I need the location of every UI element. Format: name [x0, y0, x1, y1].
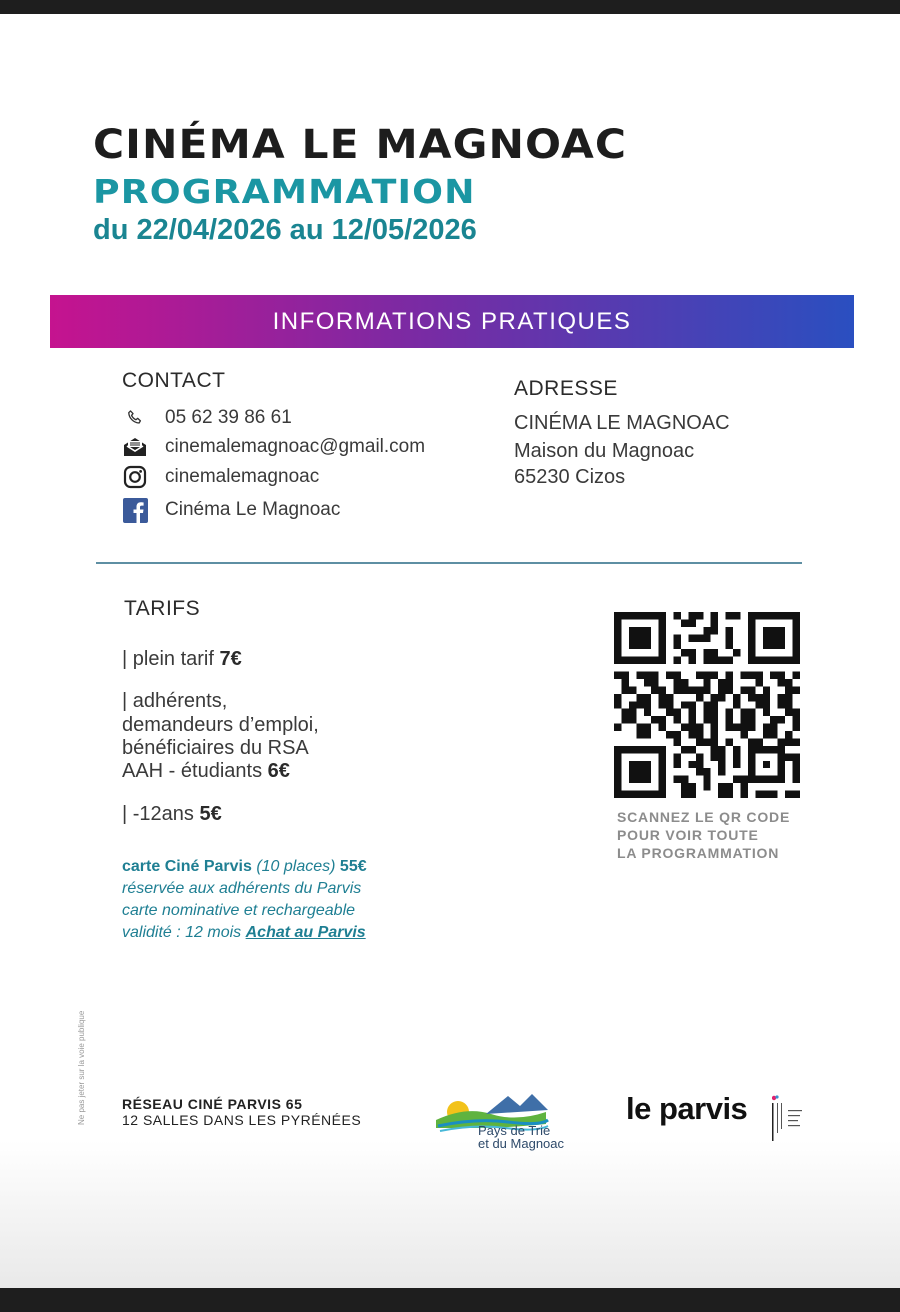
carte-line3: carte nominative et rechargeable	[122, 902, 356, 919]
reseau-title: RÉSEAU CINÉ PARVIS 65	[122, 1096, 303, 1112]
tarif-plein-price: 7€	[219, 648, 242, 670]
carte-line2: réservée aux adhérents du Parvis	[122, 880, 362, 897]
facebook-icon	[122, 497, 148, 523]
carte-name: carte Ciné Parvis	[122, 858, 252, 875]
contact-phone	[122, 405, 292, 431]
qr-caption-line2: POUR VOIR TOUTE	[617, 827, 759, 843]
phone-number[interactable]: 05 62 39 86 61	[165, 407, 292, 428]
email-address[interactable]: cinemalemagnoac@gmail.com	[165, 436, 426, 457]
carte-purchase-link[interactable]: Achat au Parvis	[245, 924, 366, 941]
address-line2: 65230 Cizos	[514, 466, 626, 488]
tarif-reduit-line4	[122, 760, 290, 782]
carte-parvis-block	[122, 856, 367, 944]
contact-facebook	[122, 497, 340, 523]
carte-line1	[122, 856, 367, 878]
date-range: du 22/04/2026 au 12/05/2026	[93, 214, 477, 246]
tarif-reduit-label: AAH - étudiants	[122, 760, 263, 782]
bottom-bar	[0, 1288, 900, 1312]
pays-logo-line2: et du Magnoac	[478, 1136, 565, 1151]
address-heading: ADRESSE	[514, 377, 618, 400]
contact-email	[122, 434, 425, 460]
side-legal-note: Ne pas jeter sur la voie publique	[77, 1010, 86, 1125]
parvis-logo-mark	[772, 1094, 824, 1146]
tarif-reduit-line3: bénéficiaires du RSA	[122, 737, 309, 759]
top-bar	[0, 0, 900, 14]
pays-logo-line1: Pays de Trie	[478, 1123, 551, 1138]
section-divider	[96, 562, 802, 564]
le-parvis-logo: le parvis	[626, 1091, 748, 1126]
pays-logo-text	[478, 1124, 564, 1150]
tarifs-heading: TARIFS	[124, 597, 201, 620]
tarif-enfant-label: | -12ans	[122, 803, 194, 825]
tarif-enfant-price: 5€	[199, 803, 222, 825]
instagram-handle[interactable]: cinemalemagnoac	[165, 466, 320, 487]
carte-line4	[122, 922, 367, 944]
instagram-icon	[122, 464, 148, 490]
tarif-reduit-line1: | adhérents,	[122, 690, 228, 712]
page-subtitle: PROGRAMMATION	[93, 172, 476, 211]
carte-validity: validité : 12 mois	[122, 924, 242, 941]
bottom-fade	[0, 1140, 900, 1288]
address-name: CINÉMA LE MAGNOAC	[514, 412, 730, 434]
page-title: CINÉMA LE MAGNOAC	[93, 122, 628, 168]
carte-price: 55€	[339, 858, 367, 875]
qr-caption	[617, 808, 790, 862]
banner-label: INFORMATIONS PRATIQUES	[272, 307, 632, 335]
reseau-subtitle: 12 SALLES DANS LES PYRÉNÉES	[122, 1112, 362, 1128]
tarif-reduit-line2: demandeurs d’emploi,	[122, 714, 319, 736]
email-icon	[122, 434, 148, 460]
address-line1: Maison du Magnoac	[514, 440, 695, 462]
contact-heading: CONTACT	[122, 369, 226, 392]
qr-code[interactable]	[614, 612, 800, 798]
contact-instagram	[122, 464, 319, 490]
tarif-reduit-price: 6€	[267, 760, 290, 782]
info-banner	[50, 295, 854, 348]
tarif-plein	[122, 648, 242, 670]
facebook-page[interactable]: Cinéma Le Magnoac	[165, 499, 341, 520]
qr-caption-line3: LA PROGRAMMATION	[617, 845, 780, 861]
reseau-block	[122, 1096, 361, 1128]
qr-caption-line1: SCANNEZ LE QR CODE	[617, 809, 791, 825]
tarif-plein-label: | plein tarif	[122, 648, 214, 670]
tarif-enfant	[122, 803, 222, 825]
carte-places: (10 places)	[256, 858, 336, 875]
phone-icon	[122, 405, 148, 431]
